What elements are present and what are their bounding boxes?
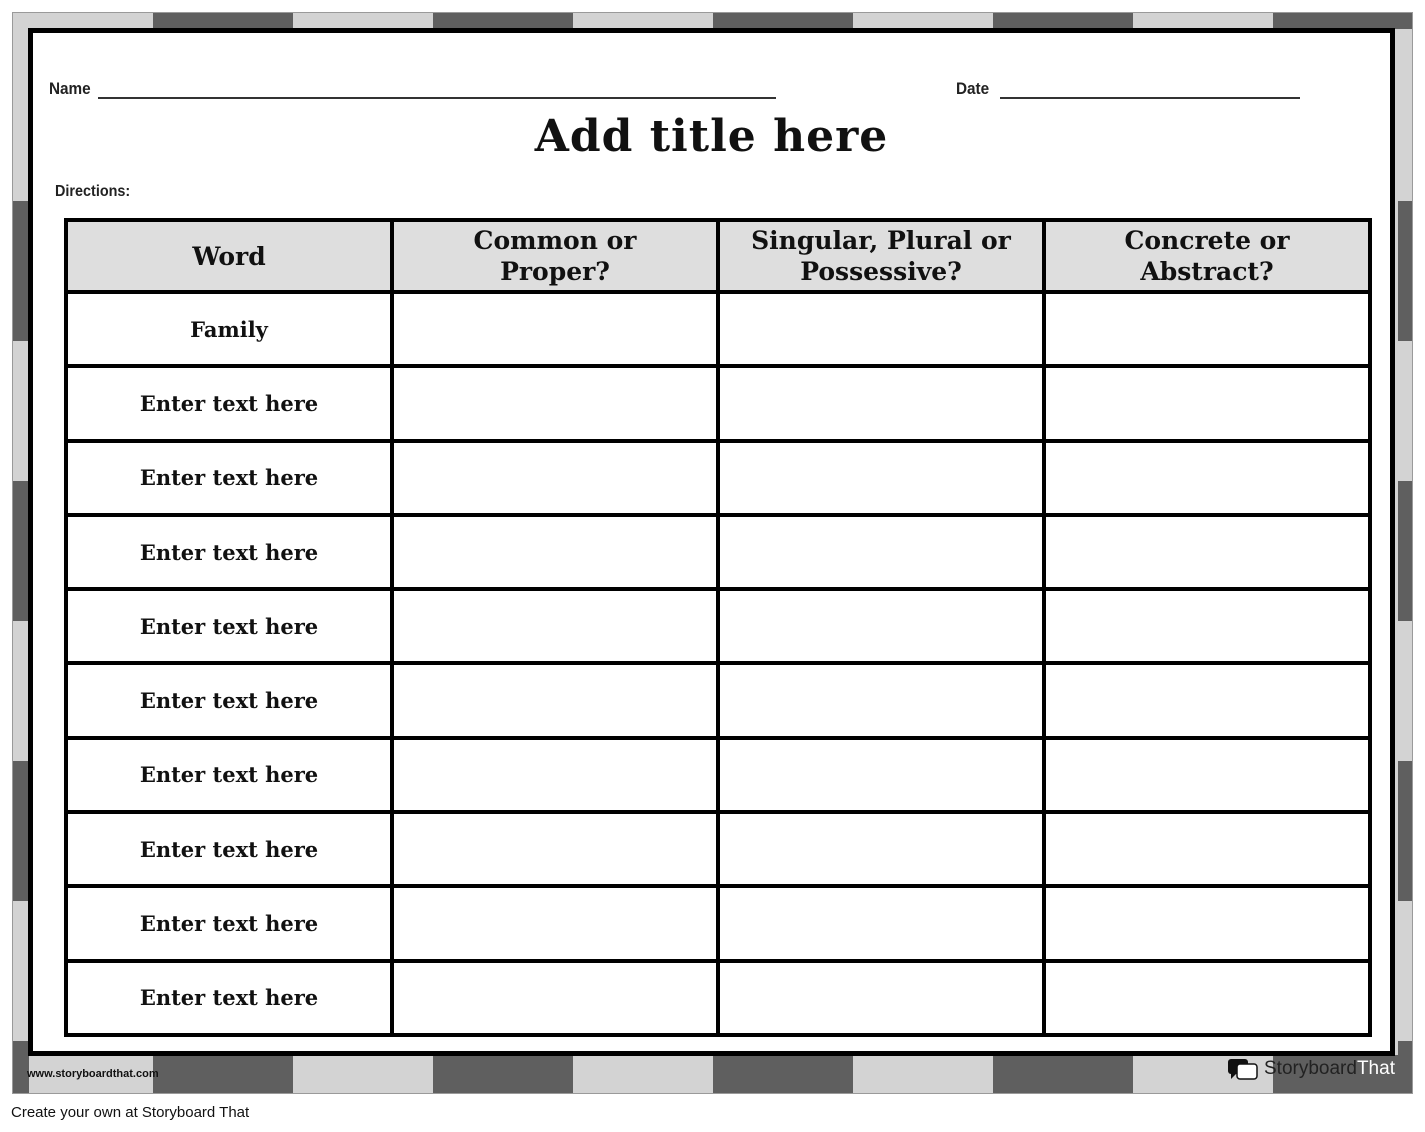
answer-cell[interactable] (392, 663, 718, 737)
worksheet-title: Add title here (534, 111, 889, 162)
word-cell: Enter text here (66, 441, 392, 515)
column-header (66, 220, 392, 292)
column-header (392, 220, 718, 292)
column-header-text: Singular, Plural or (751, 226, 1011, 255)
column-header-text: Word (192, 241, 266, 271)
border-block (433, 1055, 573, 1094)
border-block (153, 1055, 293, 1094)
answer-cell[interactable] (392, 738, 718, 812)
border-block (13, 13, 153, 29)
word-cell: Family (66, 292, 392, 366)
border-block (153, 13, 293, 29)
name-line (98, 97, 776, 99)
column-header (1044, 220, 1370, 292)
border-block (1273, 13, 1413, 29)
answer-cell[interactable] (718, 366, 1044, 440)
site-url: www.storyboardthat.com (27, 1068, 159, 1080)
answer-cell[interactable] (1044, 663, 1370, 737)
border-block (993, 13, 1133, 29)
answer-cell[interactable] (718, 961, 1044, 1035)
answer-cell[interactable] (1044, 738, 1370, 812)
answer-cell[interactable] (1044, 441, 1370, 515)
speech-bubble-icon (1228, 1057, 1258, 1081)
border-block (713, 1055, 853, 1094)
table-row (66, 366, 1370, 440)
border-block (293, 13, 433, 29)
answer-cell[interactable] (392, 292, 718, 366)
table-row (66, 441, 1370, 515)
answer-cell[interactable] (392, 961, 718, 1035)
border-block (573, 13, 713, 29)
footer-caption: Create your own at Storyboard That (11, 1104, 250, 1121)
answer-cell[interactable] (392, 589, 718, 663)
answer-cell[interactable] (1044, 961, 1370, 1035)
column-header (718, 220, 1044, 292)
answer-cell[interactable] (718, 886, 1044, 960)
word-cell: Enter text here (66, 663, 392, 737)
answer-cell[interactable] (392, 812, 718, 886)
brand-name-suffix: That (1356, 1058, 1395, 1079)
border-block (1398, 1041, 1413, 1094)
border-block (433, 13, 573, 29)
table-row (66, 961, 1370, 1035)
answer-cell[interactable] (718, 812, 1044, 886)
answer-cell[interactable] (1044, 812, 1370, 886)
answer-cell[interactable] (392, 886, 718, 960)
table-row (66, 663, 1370, 737)
answer-cell[interactable] (1044, 366, 1370, 440)
border-block (1398, 901, 1413, 1041)
name-label: Name (49, 79, 91, 98)
border-block (853, 1055, 993, 1094)
answer-cell[interactable] (392, 366, 718, 440)
brand-name: Storyboard (1264, 1058, 1357, 1079)
border-block (1398, 201, 1413, 341)
column-header-text: Proper? (500, 257, 610, 286)
answer-cell[interactable] (718, 663, 1044, 737)
border-block (1398, 61, 1413, 201)
border-block (13, 761, 29, 901)
border-block (1398, 481, 1413, 621)
column-header-text: Concrete or (1124, 226, 1290, 255)
column-header-text: Common or (473, 226, 637, 255)
answer-cell[interactable] (718, 738, 1044, 812)
word-cell: Enter text here (66, 515, 392, 589)
table-row (66, 886, 1370, 960)
table-row (66, 292, 1370, 366)
border-block (13, 201, 29, 341)
answer-cell[interactable] (1044, 589, 1370, 663)
border-block (293, 1055, 433, 1094)
table-row (66, 738, 1370, 812)
date-label: Date (956, 79, 990, 98)
answer-cell[interactable] (392, 441, 718, 515)
table-row (66, 515, 1370, 589)
answer-cell[interactable] (718, 515, 1044, 589)
date-line (1000, 97, 1300, 99)
word-cell: Enter text here (66, 961, 392, 1035)
answer-cell[interactable] (392, 515, 718, 589)
border-block (713, 13, 853, 29)
word-cell: Enter text here (66, 886, 392, 960)
brand-logo (1228, 1056, 1395, 1082)
word-cell: Enter text here (66, 812, 392, 886)
border-block (853, 13, 993, 29)
table-header-row (66, 220, 1370, 292)
noun-table (64, 218, 1372, 1037)
border-block (13, 621, 29, 761)
border-block (993, 1055, 1133, 1094)
directions-label: Directions: (55, 183, 131, 200)
answer-cell[interactable] (1044, 292, 1370, 366)
answer-cell[interactable] (718, 589, 1044, 663)
table-row (66, 812, 1370, 886)
word-cell: Enter text here (66, 738, 392, 812)
worksheet-page (28, 28, 1395, 1056)
word-cell: Enter text here (66, 589, 392, 663)
answer-cell[interactable] (1044, 515, 1370, 589)
answer-cell[interactable] (1044, 886, 1370, 960)
border-block (1398, 621, 1413, 761)
word-cell: Enter text here (66, 366, 392, 440)
border-block (13, 61, 29, 201)
table-row (66, 589, 1370, 663)
border-block (13, 341, 29, 481)
border-block (1398, 341, 1413, 481)
answer-cell[interactable] (718, 441, 1044, 515)
border-block (13, 901, 29, 1041)
border-block (573, 1055, 713, 1094)
border-block (1133, 13, 1273, 29)
column-header-text: Possessive? (800, 257, 962, 286)
border-block (13, 481, 29, 621)
border-block (1398, 761, 1413, 901)
answer-cell[interactable] (718, 292, 1044, 366)
column-header-text: Abstract? (1140, 257, 1274, 286)
